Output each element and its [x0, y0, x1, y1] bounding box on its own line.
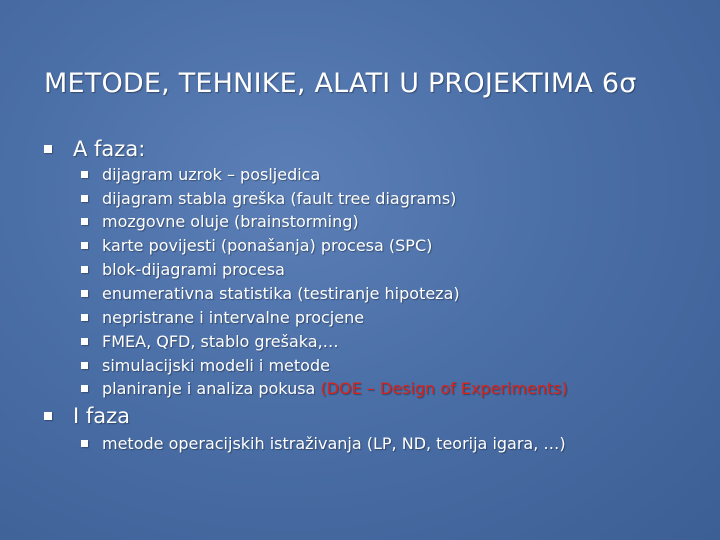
list-item-text: karte povijesti (ponašanja) procesa (SPC): [102, 236, 433, 255]
list-item-text: metode operacijskih istraživanja (LP, ND, teorija igara, …): [102, 434, 566, 453]
square-bullet-icon: [81, 385, 88, 392]
list-item: [81, 432, 566, 455]
list-item: [81, 210, 359, 233]
square-bullet-icon: [44, 145, 52, 153]
list-item-text-main: planiranje i analiza pokusa: [102, 379, 321, 398]
square-bullet-icon: [81, 171, 88, 178]
square-bullet-icon: [81, 290, 88, 297]
list-item: [81, 282, 460, 305]
square-bullet-icon: [81, 338, 88, 345]
list-item-text: dijagram uzrok – posljedica: [102, 165, 321, 184]
list-item-text: simulacijski modeli i metode: [102, 356, 330, 375]
list-item: [81, 377, 568, 400]
list-item-text: nepristrane i intervalne procjene: [102, 308, 365, 327]
square-bullet-icon: [81, 242, 88, 249]
square-bullet-icon: [81, 218, 88, 225]
section-i-bullet: [44, 404, 130, 428]
section-a-label: A faza:: [73, 137, 146, 161]
list-item: [81, 234, 432, 257]
slide-title: METODE, TEHNIKE, ALATI U PROJEKTIMA 6σ: [44, 68, 637, 99]
square-bullet-icon: [81, 440, 88, 447]
list-item-text: dijagram stabla greška (fault tree diagrams): [102, 189, 457, 208]
list-item-text: mozgovne oluje (brainstorming): [102, 212, 359, 231]
section-a-bullet: [44, 137, 145, 161]
list-item-text: FMEA, QFD, stablo grešaka,…: [102, 332, 339, 351]
list-item-text: [102, 379, 568, 398]
square-bullet-icon: [81, 362, 88, 369]
square-bullet-icon: [81, 314, 88, 321]
list-item-text: enumerativna statistika (testiranje hipoteza): [102, 284, 460, 303]
list-item: [81, 330, 339, 353]
list-item: [81, 306, 364, 329]
section-i-label: I faza: [73, 404, 131, 428]
square-bullet-icon: [81, 195, 88, 202]
doe-highlight: (DOE – Design of Experiments): [320, 379, 568, 398]
list-item: [81, 354, 330, 377]
list-item: [81, 258, 285, 281]
square-bullet-icon: [44, 412, 52, 420]
list-item: [81, 187, 456, 210]
list-item-text: blok-dijagrami procesa: [102, 260, 285, 279]
square-bullet-icon: [81, 266, 88, 273]
list-item: [81, 163, 320, 186]
